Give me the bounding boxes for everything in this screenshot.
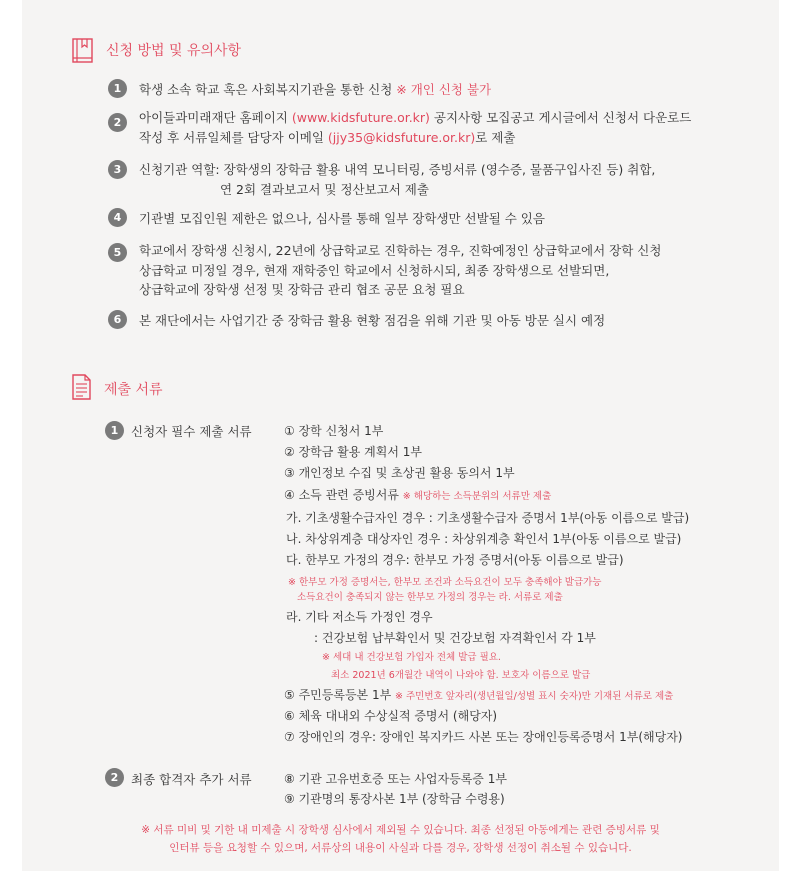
step-6-text: 본 재단에서는 사업기간 중 장학금 활용 현황 점검을 위해 기관 및 아동 방문 실시 예정 — [139, 313, 606, 328]
step-1-note: ※ 개인 신청 불가 — [396, 82, 492, 97]
footer-note-2: 인터뷰 등을 요청할 수 있으며, 서류상의 내용이 사실과 다를 경우, 장학생 선정이 취소될 수 있습니다. — [169, 842, 632, 854]
group-badge-1: 1 — [105, 421, 124, 440]
step-5-line-2: 상급학교 미정일 경우, 현재 재학중인 학교에서 신청하시되, 최종 장학생으로 선발되면, — [139, 263, 610, 278]
doc-8: ⑧ 기관 고유번호증 또는 사업자등록증 1부 — [284, 772, 507, 786]
doc-4-da-note-1: ※ 한부모 가정 증명서는, 한부모 조건과 소득요건이 모두 충족해야 발급가능 — [288, 577, 602, 588]
doc-5: ⑤ 주민등록등본 1부 ※ 주민번호 앞자리(생년월일/성별 표시 숫자)만 기재된 서류로 제출 — [284, 688, 674, 702]
step-badge-2: 2 — [108, 113, 127, 132]
doc-9: ⑨ 기관명의 통장사본 1부 (장학금 수령용) — [284, 792, 505, 806]
group-1-label: 신청자 필수 제출 서류 — [131, 424, 252, 439]
doc-4-da: 다. 한부모 가정의 경우: 한부모 가정 증명서(아동 이름으로 발급) — [286, 553, 624, 567]
group-2-label: 최종 합격자 추가 서류 — [131, 772, 252, 787]
doc-4: ④ 소득 관련 증빙서류 ※ 해당하는 소득분위의 서류만 제출 — [284, 488, 552, 502]
step-1-line: 학생 소속 학교 혹은 사회복지기관을 통한 신청 — [139, 82, 397, 97]
doc-4-note: ※ 해당하는 소득분위의 서류만 제출 — [402, 491, 552, 502]
doc-7: ⑦ 장애인의 경우: 장애인 복지카드 사본 또는 장애인등록증명서 1부(해당자) — [284, 730, 683, 744]
doc-1: ① 장학 신청서 1부 — [284, 424, 384, 438]
step-2-line-2: 작성 후 서류일체를 담당자 이메일 (jjy35@kidsfuture.or.kr)로 제출 — [139, 130, 516, 145]
section-title-documents: 제출 서류 — [104, 382, 163, 398]
doc-3: ③ 개인정보 수집 및 초상권 활용 동의서 1부 — [284, 466, 515, 480]
step-badge-4: 4 — [108, 208, 127, 227]
homepage-link[interactable]: (www.kidsfuture.or.kr) — [291, 110, 430, 125]
step-4-text: 기관별 모집인원 제한은 없으나, 심사를 통해 일부 장학생만 선발될 수 있음 — [139, 211, 545, 226]
book-icon — [70, 36, 96, 66]
doc-4-ra-sub: : 건강보험 납부확인서 및 건강보험 자격확인서 각 1부 — [314, 631, 596, 645]
doc-4-ra: 라. 기타 저소득 가정인 경우 — [286, 610, 433, 624]
step-5-line-1: 학교에서 장학생 신청시, 22년에 상급학교로 진학하는 경우, 진학예정인 상급학교에서 장학 신청 — [139, 243, 662, 258]
step-1-text — [139, 80, 491, 98]
doc-4-ga: 가. 기초생활수급자인 경우 : 기초생활수급자 증명서 1부(아동 이름으로 발급) — [286, 511, 690, 525]
doc-5-note: ※ 주민번호 앞자리(생년월일/성별 표시 숫자)만 기재된 서류로 제출 — [394, 691, 674, 702]
doc-4-da-note-2: 소득요건이 충족되지 않는 한부모 가정의 경우는 라. 서류로 제출 — [297, 592, 563, 603]
step-badge-6: 6 — [108, 310, 127, 329]
step-badge-1: 1 — [108, 79, 127, 98]
doc-4-ra-note-2: 최소 2021년 6개월간 내역이 나와야 함. 보호자 이름으로 발급 — [331, 670, 591, 681]
doc-2: ② 장학금 활용 계획서 1부 — [284, 445, 422, 459]
step-badge-3: 3 — [108, 160, 127, 179]
doc-4-na: 나. 차상위계층 대상자인 경우 : 차상위계층 확인서 1부(아동 이름으로 발급) — [286, 532, 682, 546]
doc-4-ra-note-1: ※ 세대 내 건강보험 가입자 전체 발급 필요. — [322, 652, 501, 663]
group-badge-2: 2 — [105, 768, 124, 787]
doc-6: ⑥ 체육 대내외 수상실적 증명서 (해당자) — [284, 709, 498, 723]
step-badge-5: 5 — [108, 243, 127, 262]
step-5-line-3: 상급학교에 장학생 선정 및 장학금 관리 협조 공문 요청 필요 — [139, 282, 465, 297]
footer-note-1: ※ 서류 미비 및 기한 내 미제출 시 장학생 심사에서 제외될 수 있습니다. 최종 선정된 아동에게는 관련 증빙서류 및 — [141, 824, 660, 836]
step-2-line-1: 아이들과미래재단 홈페이지 (www.kidsfuture.or.kr) 공지사항 모집공고 게시글에서 신청서 다운로드 — [139, 110, 692, 125]
section-title-apply: 신청 방법 및 유의사항 — [106, 43, 242, 59]
email-link[interactable]: (jjy35@kidsfuture.or.kr) — [327, 130, 476, 145]
step-3-line-1: 신청기관 역할: 장학생의 장학금 활용 내역 모니터링, 증빙서류 (영수증, 물품구입사진 등) 취합, — [139, 162, 656, 177]
document-icon — [68, 372, 94, 402]
step-3-line-2: 연 2회 결과보고서 및 정산보고서 제출 — [220, 182, 429, 197]
